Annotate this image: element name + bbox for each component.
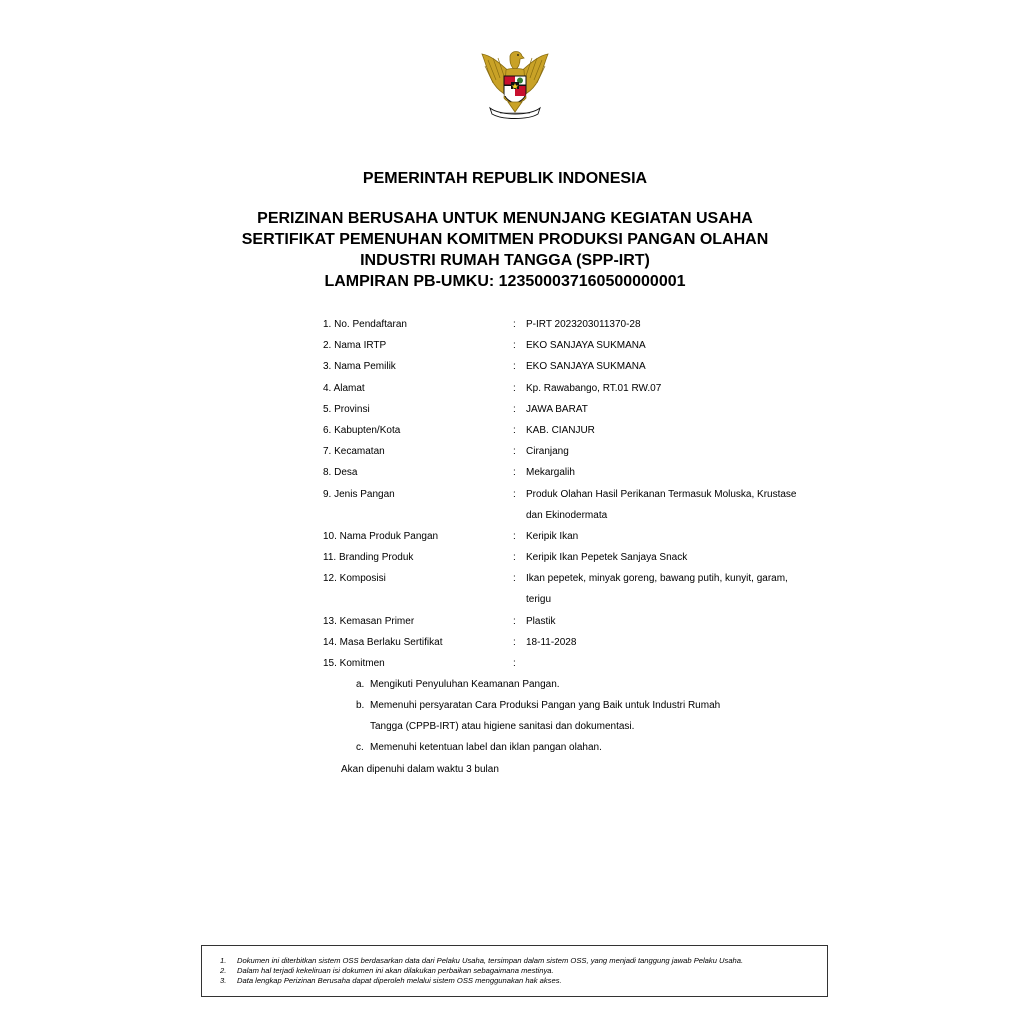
field-address xyxy=(323,378,823,399)
field-colon: : xyxy=(513,573,516,585)
list-marker: b. xyxy=(356,700,365,711)
field-primary-packaging xyxy=(323,611,823,632)
field-colon: : xyxy=(513,552,516,564)
certificate-title xyxy=(0,208,1010,292)
field-value: EKO SANJAYA SUKMANA xyxy=(526,340,646,352)
field-label: 7. Kecamatan xyxy=(323,446,385,458)
field-composition-continuation xyxy=(323,589,823,610)
field-colon: : xyxy=(513,382,516,394)
list-marker: a. xyxy=(356,679,365,690)
commitment-text: Memenuhi persyaratan Cara Produksi Pangan yang Baik untuk Industri Rumah xyxy=(370,700,721,711)
field-province xyxy=(323,399,823,420)
attachment-number: LAMPIRAN PB-UMKU: 123500037160500000001 xyxy=(324,273,686,290)
field-colon: : xyxy=(513,467,516,479)
field-colon: : xyxy=(513,658,516,669)
field-value: KAB. CIANJUR xyxy=(526,424,595,436)
field-composition xyxy=(323,568,823,589)
field-value-continuation: dan Ekinodermata xyxy=(526,509,608,521)
garuda-pancasila-emblem-icon xyxy=(476,46,554,124)
field-commitment xyxy=(323,653,823,674)
field-colon: : xyxy=(513,530,516,542)
field-colon: : xyxy=(513,636,516,648)
field-irtp-name xyxy=(323,335,823,356)
disclaimer-text: Dalam hal terjadi kekeliruan isi dokumen ini akan dilakukan perbaikan sebagaimana mestinya. xyxy=(237,966,554,975)
field-value: Ikan pepetek, minyak goreng, bawang putih, kunyit, garam, xyxy=(526,573,788,585)
field-label: 5. Provinsi xyxy=(323,403,370,415)
field-label: 6. Kabupten/Kota xyxy=(323,424,401,436)
government-heading: PEMERINTAH REPUBLIK INDONESIA xyxy=(362,170,648,187)
field-district xyxy=(323,441,823,462)
field-label: 10. Nama Produk Pangan xyxy=(323,530,439,542)
title-line-1: PERIZINAN BERUSAHA UNTUK MENUNJANG KEGIATAN USAHA xyxy=(257,210,753,227)
field-colon: : xyxy=(513,361,516,373)
commitment-text: Mengikuti Penyuluhan Keamanan Pangan. xyxy=(370,679,560,690)
disclaimer-number: 1. xyxy=(220,956,227,965)
field-village xyxy=(323,462,823,483)
field-value: Produk Olahan Hasil Perikanan Termasuk Moluska, Krustase xyxy=(526,488,797,500)
disclaimer-number: 2. xyxy=(220,966,227,975)
field-label: 8. Desa xyxy=(323,467,358,479)
field-value-continuation: terigu xyxy=(526,594,552,606)
field-regency-city xyxy=(323,420,823,441)
field-value: Kp. Rawabango, RT.01 RW.07 xyxy=(526,382,662,394)
field-label: 3. Nama Pemilik xyxy=(323,361,396,373)
field-colon: : xyxy=(513,340,516,352)
field-colon: : xyxy=(513,615,516,627)
title-line-3: INDUSTRI RUMAH TANGGA (SPP-IRT) xyxy=(360,252,650,269)
disclaimer-number: 3. xyxy=(220,976,227,985)
field-product-name xyxy=(323,526,823,547)
field-value: Mekargalih xyxy=(526,467,575,479)
field-label: 14. Masa Berlaku Sertifikat xyxy=(323,636,443,648)
field-colon: : xyxy=(513,403,516,415)
field-value: Keripik Ikan Pepetek Sanjaya Snack xyxy=(526,552,688,564)
field-food-type xyxy=(323,484,823,505)
field-label: 12. Komposisi xyxy=(323,573,386,585)
field-value: Keripik Ikan xyxy=(526,530,579,542)
field-registration-number xyxy=(323,314,823,335)
title-line-2: SERTIFIKAT PEMENUHAN KOMITMEN PRODUKSI PANGAN OLAHAN xyxy=(241,231,769,248)
disclaimer-text: Dokumen ini diterbitkan sistem OSS berdasarkan data dari Pelaku Usaha, tersimpan dalam sistem OSS, yang menjadi tanggung jawab Pelaku Usaha. xyxy=(237,956,744,965)
field-value: P-IRT 2023203011370-28 xyxy=(526,319,641,330)
certificate-fields xyxy=(323,314,823,674)
field-colon: : xyxy=(513,488,516,500)
list-marker: c. xyxy=(356,742,364,753)
field-product-branding xyxy=(323,547,823,568)
field-colon: : xyxy=(513,424,516,436)
field-label: 4. Alamat xyxy=(323,382,365,394)
field-label: 13. Kemasan Primer xyxy=(323,615,415,627)
commitment-text: Memenuhi ketentuan label dan iklan pangan olahan. xyxy=(370,742,602,753)
field-value: Plastik xyxy=(526,615,556,627)
disclaimer-text: Data lengkap Perizinan Berusaha dapat diperoleh melalui sistem OSS menggunakan hak akses. xyxy=(237,976,562,985)
commitment-text-continuation: Tangga (CPPB-IRT) atau higiene sanitasi dan dokumentasi. xyxy=(370,721,635,732)
field-label: 2. Nama IRTP xyxy=(323,340,387,352)
field-label: 11. Branding Produk xyxy=(323,552,414,564)
field-value: 18-11-2028 xyxy=(526,636,577,648)
field-food-type-continuation xyxy=(323,505,823,526)
disclaimer-box xyxy=(201,945,828,997)
field-value: JAWA BARAT xyxy=(526,403,588,415)
field-label: 15. Komitmen xyxy=(323,658,385,669)
field-value: Ciranjang xyxy=(526,446,569,458)
field-colon: : xyxy=(513,446,516,458)
fulfillment-note: Akan dipenuhi dalam waktu 3 bulan xyxy=(341,764,499,775)
field-certificate-validity xyxy=(323,632,823,653)
field-label: 9. Jenis Pangan xyxy=(323,488,395,500)
field-label: 1. No. Pendaftaran xyxy=(323,319,407,330)
field-owner-name xyxy=(323,356,823,377)
field-value: EKO SANJAYA SUKMANA xyxy=(526,361,646,373)
field-colon: : xyxy=(513,319,516,330)
